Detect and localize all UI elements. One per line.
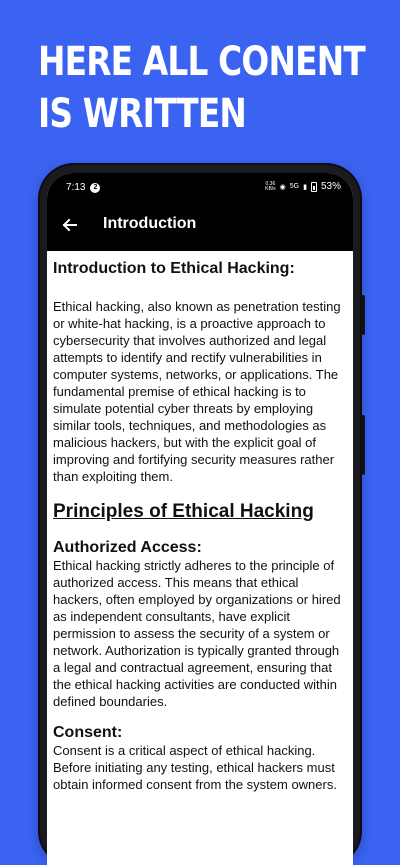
signal-icon: ▮ (303, 183, 307, 191)
notification-badge: 2 (90, 183, 100, 193)
promo-line-1: HERE ALL CONENT (38, 39, 365, 85)
phone-screen (47, 173, 353, 865)
principles-heading: Principles of Ethical Hacking (53, 501, 314, 522)
network-type: 5G (289, 183, 300, 190)
net-speed-value: 0.36 (265, 180, 276, 187)
status-bar (47, 173, 353, 201)
hotspot-icon: ◉ (279, 183, 286, 191)
intro-paragraph: Ethical hacking, also known as penetration testing or white-hat hacking, is a proactive approach to cybersecurity that involves authorized and legal attempts to identify and rectify vulnerabilities in computer systems, networks, or applications. The fundamental premise of ethical hacking is to simulate potential cyber threats by employing similar tools, techniques, and methodologies as malicious hackers, but with the explicit goal of improving and fortifying security measures rather than exploiting them. (53, 299, 341, 484)
phone-frame (40, 165, 360, 865)
authorized-access-paragraph: Ethical hacking strictly adheres to the principle of authorized access. This means that ethical hackers, often employed by organizations or hired as independent consultants, have explicit permission to assess the security of a system or network. Authorization is typically granted through a legal and contractual agreement, ensuring that the ethical hacking activities are conducted within defined boundaries. (53, 558, 341, 709)
authorized-access-heading: Authorized Access: (53, 539, 202, 556)
phone-side-button-upper (361, 295, 365, 335)
article-content (53, 259, 349, 793)
phone-side-button-lower (361, 415, 365, 475)
status-time: 7:13 (66, 182, 86, 193)
battery-icon (311, 182, 317, 192)
net-speed (265, 182, 276, 192)
consent-paragraph: Consent is a critical aspect of ethical hacking. Before initiating any testing, ethical hackers must obtain informed consent from the system owners. (53, 743, 337, 792)
consent-heading: Consent: (53, 724, 123, 741)
promo-headline (38, 36, 365, 140)
net-speed-unit: KB/s (265, 185, 276, 192)
page-title: Introduction (103, 215, 197, 232)
intro-heading: Introduction to Ethical Hacking: (53, 260, 295, 277)
battery-percent: 53% (320, 181, 341, 192)
app-bar (47, 201, 353, 251)
arrow-left-icon[interactable] (57, 213, 81, 237)
promo-line-2: IS WRITTEN (38, 91, 247, 137)
